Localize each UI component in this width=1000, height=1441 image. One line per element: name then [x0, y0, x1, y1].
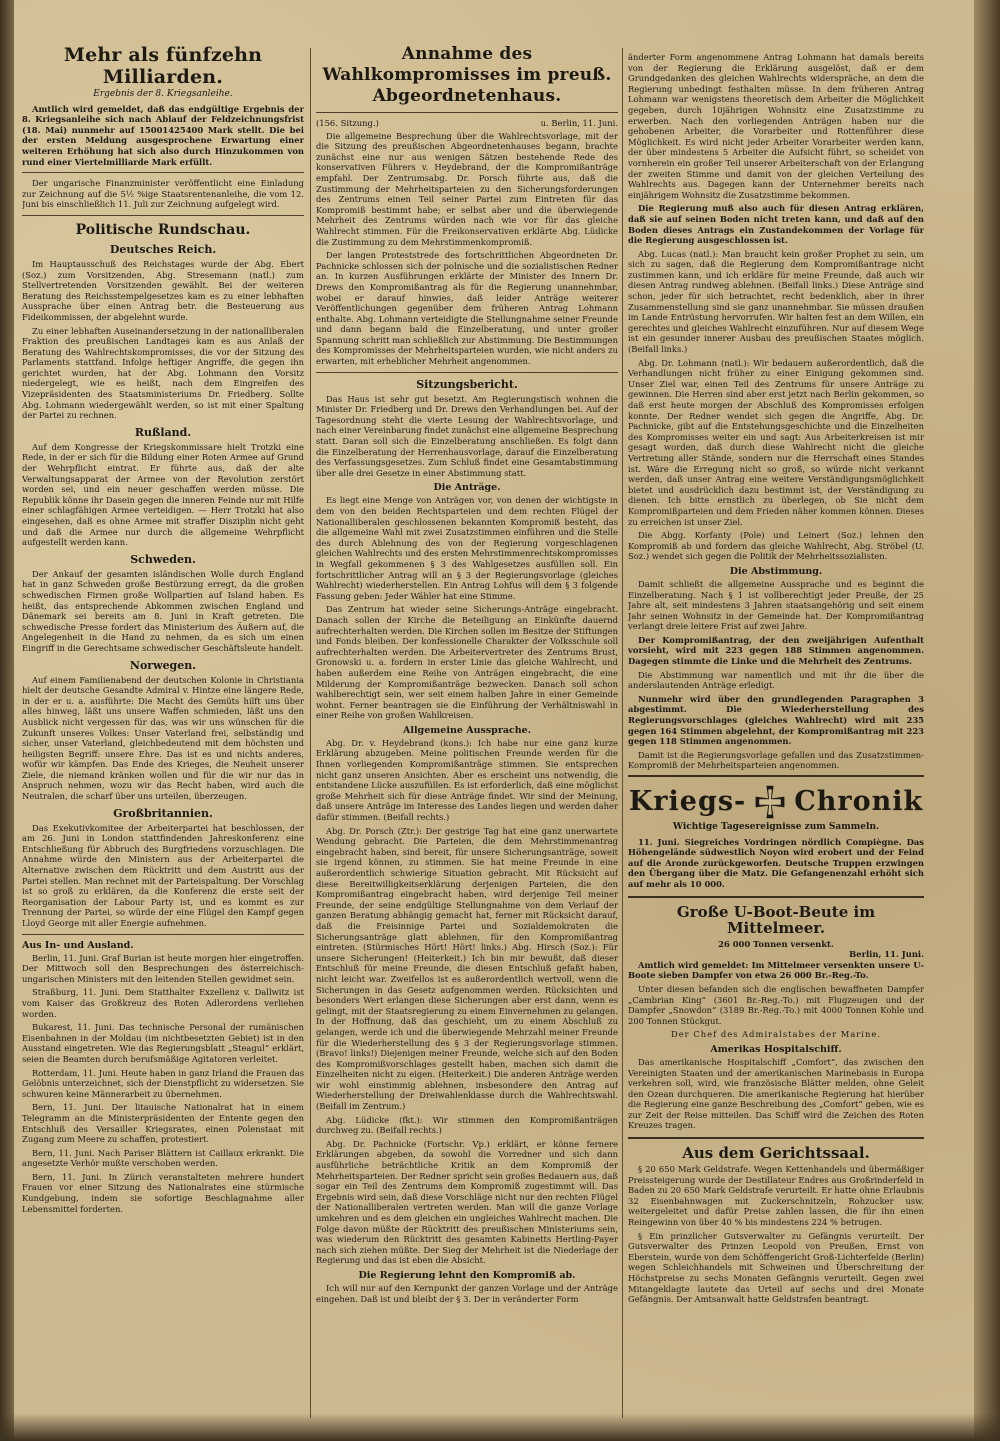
column-rule — [622, 48, 623, 1418]
news-item: Bern, 11. Juni. In Zürich veranstalteten mehrere hundert Frauen vor einer Sitzung des Nationalrates eine stürmische Kundgebung, indem sie sofortige Beschlagnahme aller Lebensmittel forderten. — [22, 1171, 304, 1214]
news-item: Straßburg, 11. Juni. Dem Statthalter Exzellenz v. Dallwitz ist vom Kaiser das Großkreuz des Roten Adlerordens verliehen worden. — [22, 987, 304, 1019]
paragraph: Im Hauptausschuß des Reichstages wurde der Abg. Ebert (Soz.) zum Vorsitzenden, Abg. Stresemann (natl.) zum Stellvertretenden Vorsitzenden gewählt. Bei der weiteren Beratung des Reichsstempelgesetzes kam es zu einer lebhaften Aussprache über einen Antrag betr. die Besteuerung aus Fideikommissen, der abgelehnt wurde. — [22, 258, 304, 322]
section-title-norwegen: Norwegen. — [129, 658, 197, 672]
sitzung-number: (156. Sitzung.) — [316, 118, 379, 128]
section-title-aussprache: Allgemeine Aussprache. — [402, 724, 532, 736]
paragraph: Die Abstimmung war namentlich und mit ihr die über die anderslautenden Anträge erledigt. — [628, 669, 924, 691]
column-2 — [316, 44, 618, 1419]
divider — [316, 112, 618, 113]
column-rule — [310, 48, 311, 1418]
paragraph: Der Ankauf der gesamten isländischen Wolle durch England hat in ganz Schweden große Bestürzung erregt, da die großen schwedischen Firmen große Wollpartien auf Island haben. Es heißt, das entsprechende Abkommen zwischen England und Dänemark sei bereits am 8. Juni in Kraft getreten. Die schwedische Presse fordert das Ministerium des Äußern auf, die Angelegenheit in die Hand zu nehmen, da es sich um einen Eingriff in die Gerechtsame schwedischer Geschäftsleute handelt. — [22, 568, 304, 653]
divider — [628, 1137, 924, 1139]
news-item: Berlin, 11. Juni. Graf Burian ist heute morgen hier eingetroffen. Der Mittwoch soll den Besprechungen des österreichisch-ungarischen Ministers mit den leitenden Stellen gewidmet sein. — [22, 952, 304, 984]
paragraph: Unter diesen befanden sich die englischen bewaffneten Dampfer „Cambrian King“ (3601 Br.-Reg.-To.) mit Flugzeugen und der Dampfer „Snowdon“ (3189 Br.-Reg.-To.) mit 4000 Tonnen Kohle und 200 Tonnen Stückgut. — [628, 983, 924, 1026]
column-1 — [22, 44, 304, 1419]
paragraph-bold: Nunmehr wird über den grundlegenden Paragraphen 3 abgestimmt. Die Wiederherstellung des Regierungsvorschlages (gleiches Wahlrecht) wird mit 235 gegen 164 Stimmen abgelehnt, der Kompromißantrag mit 223 gegen 118 Stimmen angenommen. — [628, 693, 924, 747]
headline-uboot-beute: Große U-Boot-Beute im Mittelmeer. — [676, 902, 876, 937]
paragraph: Abg. Lüdicke (fkt.): Wir stimmen den Kompromißanträgen durchweg zu. (Beifall rechts.) — [316, 1114, 618, 1136]
paragraph-bold: Der Kompromißantrag, der den zweijährigen Aufenthalt vorsieht, wird mit 223 gegen 188 Stimmen angenommen. Dagegen stimmte die Linke und die Mehrheit des Zentrums. — [628, 634, 924, 667]
paragraph: Abg. Dr. Porsch (Ztr.): Der gestrige Tag hat eine ganz unerwartete Wendung gebracht. Die Parteien, die dem Mehrstimmenantrag eingebracht haben, sind bereit, für unsere Sicherungsanträge, soweit sie irgend können, zu stimmen. Sie hat meine Freunde in eine außerordentlich schwierige Situation gebracht. Mit Rücksicht auf diese Bereitwilligkeitserklärung derjenigen Parteien, die den Kompromißantrag eingebracht haben, wird derjenige Teil meiner Freunde, der seine endgültige Stellungnahme von dem Verlauf der ganzen Beratung abhängig gemacht hat, ferner mit Rücksicht darauf, daß die Freisinnige Partei und Sozialdemokraten die Sicherungsanträge glatt ablehnen, für den Kompromißantrag eintreten. (Stürmisches Hört! Hört! links.) Abg. Hirsch (Soz.): Für unsere Sicherungen! (Heiterkeit.) Ich bin mir bewußt, daß dieser Entschluß für meine Freunde, die diesen Entschluß gefaßt haben, nicht leicht war. Zweifellos ist es außerordentlich wertvoll, wenn die Sicherungen in das Gesetz aufgenommen werden. Rücksichten und besonders Wert erlangen diese Sicherungen aber erst dann, wenn es gelingt, mit der Staatsregierung zu einem Einvernehmen zu gelangen. In der Hoffnung, daß das geschieht, um zu einem Abschluß zu gelangen, werde ich und die überwiegende Mehrzahl meiner Freunde für die Wiederherstellung des § 3 der Regierungsvorlage stimmen. (Bravo! links!) Diejenigen meiner Freunde, welche sich auf den Boden des Kompromißvorschlages gestellt haben, machen sich damit die Einzelheiten nicht zu eigen. (Heiterkeit.) Die anderen Anträge werden wir wohl einstimmig ablehnen, insbesondere den Antrag auf Wiederherstellung der Dreiwahlenklasse durch die Wahlrechtswahl. (Beifall im Zentrum.) — [316, 825, 618, 1112]
divider — [22, 934, 304, 935]
chronik-entry: 11. Juni. Siegreiches Vordringen nördlich Compiègne. Das Höhengelände südwestlich Noyon wird erobert und der Feind auf die Aronde zurückgeworfen. Deutsche Truppen erzwingen den Übergang über die Matz. Die Gefangenenzahl erhöht sich auf mehr als 10 000. — [628, 836, 924, 889]
paragraph: Damit schließt die allgemeine Aussprache und es beginnt die Einzelberatung. Nach § 1 ist vollberechtigt jeder Preuße, der 25 Jahre alt, seit mindestens 3 Jahren staatsangehörig und seit einem Jahr seinen Wohnsitz in der Gemeinde hat. Der Kompromißantrag verlangt dreie leitere Frist auf zwei Jahre. — [628, 578, 924, 632]
section-title-hospitalschiff: Amerikas Hospitalschiff. — [710, 1043, 842, 1055]
paragraph: Der langen Proteststrede des fortschrittlichen Abgeordneten Dr. Pachnicke schlossen sich der polnische und die sozialistischen Redner an. In kurzen Ausführungen erklärte der Minister des Innern Dr. Drews den Kompromißantrag als für die Regierung unannehmbar, wobei er darauf hinwies, daß leider Anträge weiterer Veröffentlichungen gegenüber dem früheren Antrag Lohmann enthalte. Abg. Lohmann verteidigte die Stellungnahme seiner Freunde und dann begann bald die Einzelberatung, und unter großer Spannung schritt man schließlich zur Abstimmung. Die Bestimmungen des Kompromisses der Mehrheitsparteien wurden, wie nicht anders zu erwarten, mit erheblicher Mehrheit angenommen. — [316, 250, 618, 367]
paragraph: Ich will nur auf den Kernpunkt der ganzen Vorlage und der Anträge eingehen. Daß ist und bleibt der § 3. Der in veränderter Form — [316, 1282, 618, 1304]
paragraph-bold: Die Regierung muß also auch für diesen Antrag erklären, daß sie auf seinen Boden nicht treten kann, und daß auf den Boden dieses Antrags ein Zustandekommen der Vorlage für die Regierung ausgeschlossen ist. — [628, 203, 924, 246]
paragraph: Der ungarische Finanzminister veröffentlicht eine Einladung zur Zeichnung auf die 5½ %ige Staatsrentenanleihe, die vom 12. Juni bis einschließlich 11. Juli zur Zeichnung aufgelegt wird. — [22, 178, 304, 210]
paragraph: änderter Form angenommene Antrag Lohmann hat damals bereits von der Regierung die Erklärung ausgelöst, daß er dem Grundgedanken des gleichen Wahlrechts widerspräche, an dem die Regierung unbedingt festhalten müsse. In dem früheren Antrag Lohmann war wenigstens theoretisch dem Arbeiter die Möglichkeit gegeben, durch 10jährigen Wohnsitz eine Zusatzstimme zu erwerben. Nach den vorliegenden Anträgen haben nur die gehobenen Arbeiter, die Vorarbeiter und Rottenführer diese Möglichkeit. Es wird nicht jeder Arbeiter Vorarbeiter werden kann, der über mindestens 5 Arbeiter die Aufsicht führt, so scheidet von vornherein ein großer Teil unserer Arbeiterschaft von der Erlangung der zweiten Stimme und damit von der gleichen Verteilung des Wahlrechts aus. Dagegen kann der Unternehmer bereits nach einjährigem Wohnsitz die Zusatzstimme bekommen. — [628, 52, 924, 200]
section-title-abstimmung: Die Abstimmung. — [729, 565, 823, 577]
paragraph: Die Abgg. Korfanty (Pole) und Leinert (Soz.) lehnen den Kompromiß ab und fordern das gleiche Wahlrecht, Abg. Ströbel (U. Soz.) wendet sich gegen die Politik der Mehrheitssozialisten. — [628, 530, 924, 562]
subtitle-kriegsanleihe: Ergebnis der 8. Kriegsanleihe. — [93, 89, 233, 99]
headline-gerichtssaal: Aus dem Gerichtssaal. — [682, 1144, 870, 1163]
section-title-sitzungsbericht: Sitzungsbericht. — [416, 377, 518, 391]
column-3 — [628, 52, 924, 1420]
section-title-inaus: Aus In- und Ausland. — [22, 939, 134, 951]
section-title-antraege: Die Anträge. — [433, 482, 501, 494]
chronik-word-right: Chronik — [794, 786, 924, 817]
uboot-dateline: Berlin, 11. Juni. — [849, 949, 924, 960]
paragraph: Es liegt eine Menge von Anträgen vor, von denen der wichtigste in dem von den beiden Rechtsparteien und dem rechten Flügel der Nationalliberalen geschlossenen bekannten Kompromiß besteht, das die allgemeine Wahl mit zwei Zusatzstimmen einführen und die Stelle des durch Ablehnung des von der Regierung vorgeschlagenen gleichen Wahlrechts und des ersten Mehrstimmenrechtskompromisses in Wegfall gekommenen § 3 des Wahlgesetzes ausfüllen soll. Ein fortschrittlicher Antrag will an § 3 der Regierungsvorlage (gleiches Wahlrecht) wiederherstellen. Ein Antrag Lohfus will dem § 3 folgende Fassung geben: Jeder Wähler hat eine Stimme. — [316, 495, 618, 601]
paragraph: Abg. Dr. Pachnicke (Fortschr. Vp.) erklärt, er könne fernere Erklärungen abgeben, da sowohl die Vorredner und sich dann ausführliche beträchtliche Kritik an dem Kompromiß der Mehrheitsparteien. Der Redner spricht sein großes Bedauern aus, daß sogar ein Teil des Zentrums dem Kompromiß zugestimmt will. Das Ergebnis wird sein, daß diese Vorschläge nicht nur den rechten Flügel der Nationalliberalen vertreten werden. Man will die ganze Vorlage umkehren und es dem gleichen ein ungleiches Wahlrecht machen. Die Folge davon müßte der Rücktritt des preußischen Ministeriums sein, was wiederum den Rücktritt des gesamten Kabinetts Hertling-Payer nach sich ziehen müßte. Der Sieg der Mehrheit ist die Niederlage der Regierung und das ist eben die Absicht. — [316, 1138, 618, 1266]
paragraph: Zu einer lebhaften Auseinandersetzung in der nationalliberalen Fraktion des preußischen Landtages kam es aus Anlaß der Beratung des Wahlrechtskompromisses, die vor der Sitzung des Parlaments stattfand. Infolge heftiger Angriffe, die gegen ihn gerichtet wurden, hat der Abg. Lohmann den Vorsitz niedergelegt, wie es heißt, nach dem Eingreifen des Vizepräsidenten des Staatsministeriums Dr. Friedberg. Sollte Abg. Lohmann wiedergewählt werden, so ist mit einer Spaltung der Partei zu rechnen. — [22, 325, 304, 421]
kriegs-chronik-header — [628, 784, 924, 820]
divider — [22, 215, 304, 216]
paragraph: Auf dem Kongresse der Kriegskommissare hielt Trotzki eine Rede, in der er sich für die Bildung einer Roten Armee auf Grund der Wehrpflicht eintrat. Er führte aus, daß der alte Verwaltungsapparat der Armee von der Revolution zerstört worden sei, und ein neuer geschaffen werden müsse. Die Republik könne ihr Dasein gegen die inneren Feinde nur mit Hilfe einer schlagfähigen Armee verteidigen. — Herr Trotzki hat also eingesehen, daß es ohne Armee mit straffer Disziplin nicht geht und daß die Armee nur durch die allgemeine Wehrpflicht aufgestellt werden kann. — [22, 441, 304, 548]
section-title-reich: Deutsches Reich. — [109, 242, 217, 256]
section-title-ablehnung: Die Regierung lehnt den Kompromiß ab. — [358, 1269, 576, 1281]
headline-milliarden: Mehr als fünfzehn Milliarden. — [63, 44, 263, 88]
lead-paragraph: Amtlich wird gemeldet, daß das endgültige Ergebnis der 8. Kriegsanleihe sich nach Ablauf der Feldzeichnungsfrist (18. Mai) nunmehr auf 15001425400 Mark stellt. Die bei der ersten Meldung ausgesprochene Erwartung einer weiteren Erhöhung hat sich also durch Hinzukommen von rund einer Viertelmilliarde Mark erfüllt. — [22, 103, 304, 167]
divider — [22, 172, 304, 173]
page-edge-right — [974, 0, 1000, 1441]
court-item: § Ein prinzlicher Gutsverwalter zu Gefängnis verurteilt. Der Gutsverwalter des Prinzen Leopold von Preußen, Ernst von Eberstein, wurde von dem Schöffengericht Groß-Lichterfelde (Berlin) wegen Schleichhandels mit Schweinen und Überschreitung der Höchstpreise zu sechs Monaten Gefängnis verurteilt. Gegen zwei Mitangeklagte lautete das Urteil auf sechs und drei Monate Gefängnis. Der Amtsanwalt hatte Geldstrafen beantragt. — [628, 1230, 924, 1305]
paragraph: Das Zentrum hat wieder seine Sicherungs-Anträge eingebracht. Danach sollen der Kirche die Beteiligung an Einkünfte dauernd aufrechterhalten werden. Die Kirchen sollen im Besitze der Stiftungen und Fonds bleiben. Der konfessionelle Charakter der Volksschule soll aufrechterhalten werden. Die Arbeitervertreter des Zentrums Brust, Gronowski u. a. fordern in erster Linie das gleiche Wahlrecht, und haben außerdem eine Reihe von Anträgen eingebracht, die eine Milderung der Kompromißanträge bezwecken. Danach soll schon wahlberechtigt sein, wer seit einem halben Jahre in einer Gemeinde wohnt. Ferner beantragen sie die Einführung der Verhältniswahl in einer Reihe von großen Wahlkreisen. — [316, 604, 618, 721]
page-edge-left — [0, 0, 14, 1441]
news-item: Rotterdam, 11. Juni. Heute haben in ganz Irland die Frauen das Gelöbnis unterzeichnet, sich der Dienstpflicht zu widersetzen. Sie schwuren keine Männerarbeit zu übernehmen. — [22, 1067, 304, 1099]
paragraph: Das amerikanische Hospitalschiff „Comfort“, das zwischen den Vereinigten Staaten und der amerikanischen Marinebasis in Europa verkehren soll, wird, wie französische Blätter melden, ohne Geleit den Ozean durchqueren. Die amerikanische Regierung hat hierüber die Regierung eine ganze Beschreibung des „Comfort“ geben, wie es zur Zeit der Reise mitteilen. Das Schiff wird die Zeichen des Roten Kreuzes tragen. — [628, 1056, 924, 1131]
section-title-russland: Rußland. — [134, 425, 192, 439]
divider — [316, 372, 618, 373]
paragraph: Das Exekutivkomitee der Arbeiterpartei hat beschlossen, der am 26. Juni in London stattfindenden Jahreskonferenz eine Entschließung für Abbruch des Burgfriedens vorzuschlagen. Die Annahme würde den Ministern aus der Arbeiterpartei die Alternative zwischen dem Rücktritt und dem Austritt aus der Partei stellen. Man rechnet mit der Parteispaltung. Der Vorschlag ist so groß zu erklären, da die Konferenz die erste seit der Reorganisation der Labour Party ist, und es kommt es zur Trennung der Partei, so würde der eine Flügel den Kampf gegen Lloyd George mit aller Energie aufnehmen. — [22, 822, 304, 928]
headline-wahlkompromiss: Annahme des Wahlkompromisses im preuß. Abgeordnetenhaus. — [322, 44, 612, 106]
court-item: § 20 650 Mark Geldstrafe. Wegen Kettenhandels und übermäßiger Preissteigerung wurde der Destillateur Endres aus Großrinderfeld in Baden zu 20 650 Mark Geldstrafe verurteilt. Er hatte ohne Erlaubnis 32 Eisenbahnwagen mit Zuckerschnitzeln, Rohzucker usw. weitergeleitet und dafür Preise zahlen lassen, die für ihn einen Reingewinn von über 40 % bis mindestens 224 % betrugen. — [628, 1164, 924, 1228]
news-item: Bukarest, 11. Juni. Das technische Personal der rumänischen Eisenbahnen in der Moldau (im nichtbesetzten Gebiet) ist in den Ausstand eingetreten. Wie das Regierungsblatt „Steagul“ erklärt, seien die Beamten durch berufsmäßige Agitatoren verleitet. — [22, 1022, 304, 1064]
paragraph: Damit ist die Regierungsvorlage gefallen und das Zusatzstimmen-Kompromiß der Mehrheitsparteien angenommen. — [628, 749, 924, 771]
chronik-word-left: Kriegs- — [628, 786, 747, 817]
paragraph: Abg. Dr. Lohmann (natl.): Wir bedauern außerordentlich, daß die Verhandlungen nicht früher zu einer Einigung gekommen sind. Unser Ziel war, einen Teil des Zentrums für unsere Anträge zu gewinnen. Die Herren sind aber erst jetzt nach Berlin gekommen, so daß erst heute morgen der Abschluß des Kompromisses erfolgen konnte. Der Redner wendet sich gegen die Angriffe, Abg. Dr. Pachnicke, gibt auf die Entstehungsgeschichte und die Einzelheiten des Kompromisses weiter ein und sagt: Aus Arbeiterkreisen ist mir gesagt worden, daß durch diese Wahlrecht nicht die gleiche Vertretung aller Stände, sondern nur die Herrschaft eines Standes ist. Wäre die Erregung nicht so groß, so würde nicht verkannt werden, daß unser Antrag eine weitere Verständigungsmöglichkeit bietet und ausdrücklich dazu bestimmt ist, der Verständigung zu dienen. Ich bitte ernstlich zu überlegen, ob Sie nicht dem Kompromißparteien und dem Frieden näher kommen können. Dieses zu erreichen ist unser Ziel. — [628, 357, 924, 527]
uboot-lead: Amtlich wird gemeldet: Im Mittelmeer versenkten unsere U-Boote sieben Dampfer von etwa 26 000 Br.-Reg.-To. — [628, 959, 924, 981]
chronik-subtitle: Wichtige Tagesereignisse zum Sammeln. — [672, 822, 880, 832]
section-title-grossbritannien: Großbritannien. — [113, 806, 213, 820]
kriegs-chronik-box — [628, 775, 924, 898]
dateline — [316, 118, 618, 129]
section-title-rundschau: Politische Rundschau. — [75, 221, 251, 238]
iron-cross-icon — [752, 784, 788, 820]
section-title-schweden: Schweden. — [130, 552, 196, 566]
paragraph: Das Haus ist sehr gut besetzt. Am Regierungstisch wohnen die Minister Dr. Friedberg und Dr. Drews den Verhandlungen bei. Auf der Tagesordnung steht die vierte Lesung der Wahlrechtsvorlage, und nach einer Vereinbarung findet zunächst eine allgemeine Besprechung statt. Daran soll sich die Einzelberatung anschließen. Es folgt dann die Einzelberatung der Herrenhausvorlage, darauf die Einzelberatung des Verfassungsgesetzes. Zum Schluß findet eine Gesamtabstimmung über alle drei Gesetze in einer Abstimmung statt. — [316, 393, 618, 478]
paragraph: Abg. Lucas (natl.): Man braucht kein großer Prophet zu sein, um sich zu sagen, daß die Regierung dem Kompromißantrage nicht zustimmen kann, und ich erkläre für meine Freunde, daß auch wir diesen Antrag rundweg ablehnen. (Beifall links.) Diese Anträge sind schon, jeder für sich betrachtet, recht bedenklich, aber in ihrer Zusammenstellung sind sie ganz unannehmbar. Sie müssen draußen im Lande Entrüstung hervorrufen. Wir halten fest an dem Willen, ein gerechtes und gleiches Wahlrecht einzuführen. Nur auf diesem Wege ist ein gesunder innerer Ausbau des preußischen Staates möglich. (Beifall links.) — [628, 248, 924, 355]
paragraph: Auf einem Familienabend der deutschen Kolonie in Christiania hielt der deutsche Gesandte Admiral v. Hintze eine längere Rede, in der er u. a. ausführte: Die Macht des Gemüts hilft uns über alles hinweg, läßt uns unsere Waffen schmieden, läßt uns den Ausblick nicht vergessen für das, was wir uns wünschen für die Zukunft unseres Volkes: Unser Vaterland frei, selbständig und sicher, unser Vaterland, gleichbedeutend mit dem höchsten und heiligsten Begriff: unsere Ehre. Das ist es und nichts anderes, wofür wir kämpfen. Das Ende des Krieges, die Neuheit unserer Ziele, die niemand kränken wollen und für die wir nur das in Anspruch nehmen, wozu wir das Recht haben, wird auch die Neutralen, die scharf über uns urteilen, überzeugen. — [22, 674, 304, 802]
news-item: Bern, 11. Juni. Der litauische Nationalrat hat in einem Telegramm an die Ministerpräsidenten der Entente gegen den Entschluß des Versailler Kriegsrates, einen Polenstaat mit Zugang zum Meere zu schaffen, protestiert. — [22, 1102, 304, 1145]
paragraph: Die allgemeine Besprechung über die Wahlrechtsvorlage, mit der die Sitzung des preußischen Abgeordnetenhauses begann, brachte zunächst eine nur aus wenigen Sätzen bestehende Rede des konservativen Führers v. Heydebrand, der die Kompromißanträge empfahl. Der Zentrumsabg. Dr. Porsch führte aus, daß die Zustimmung der Mehrheitsparteien zu den Sicherungsforderungen des Zentrums einen Teil seiner Partei zum Eintreten für das Kompromiß bestimmt habe; er selbst aber und die überwiegende Mehrheit des Zentrums würden nach wie vor für das gleiche Wahlrecht stimmen. Für die Freikonservativen erklärte Abg. Lüdicke die Zustimmung zu dem Mehrstimmenkompromiß. — [316, 130, 618, 247]
uboot-signature: Der Chef des Admiralstabes der Marine. — [670, 1029, 882, 1040]
uboot-subtitle: 26 000 Tonnen versenkt. — [718, 938, 834, 949]
dateline-text: u. Berlin, 11. Juni. — [540, 118, 618, 128]
news-item: Bern, 11. Juni. Nach Pariser Blättern ist Caillaux erkrankt. Die angesetzte Verhör mußte verschoben werden. — [22, 1147, 304, 1169]
paragraph: Abg. Dr. v. Heydebrand (kons.): Ich habe nur eine ganz kurze Erklärung abzugeben. Meine politischen Freunde werden für die Ihnen vorliegenden Kompromißanträge stimmen. Sie entsprechen nicht ganz unseren Ansichten. Aber es erscheint uns notwendig, die entstandene Lücke auszufüllen. Es ist erforderlich, daß eine möglichst große Mehrheit sich für diese Anträge findet. Wir sind der Meinung, daß unsere Anträge im Interesse des Landes liegen und werden daher dafür stimmen. (Beifall rechts.) — [316, 737, 618, 823]
